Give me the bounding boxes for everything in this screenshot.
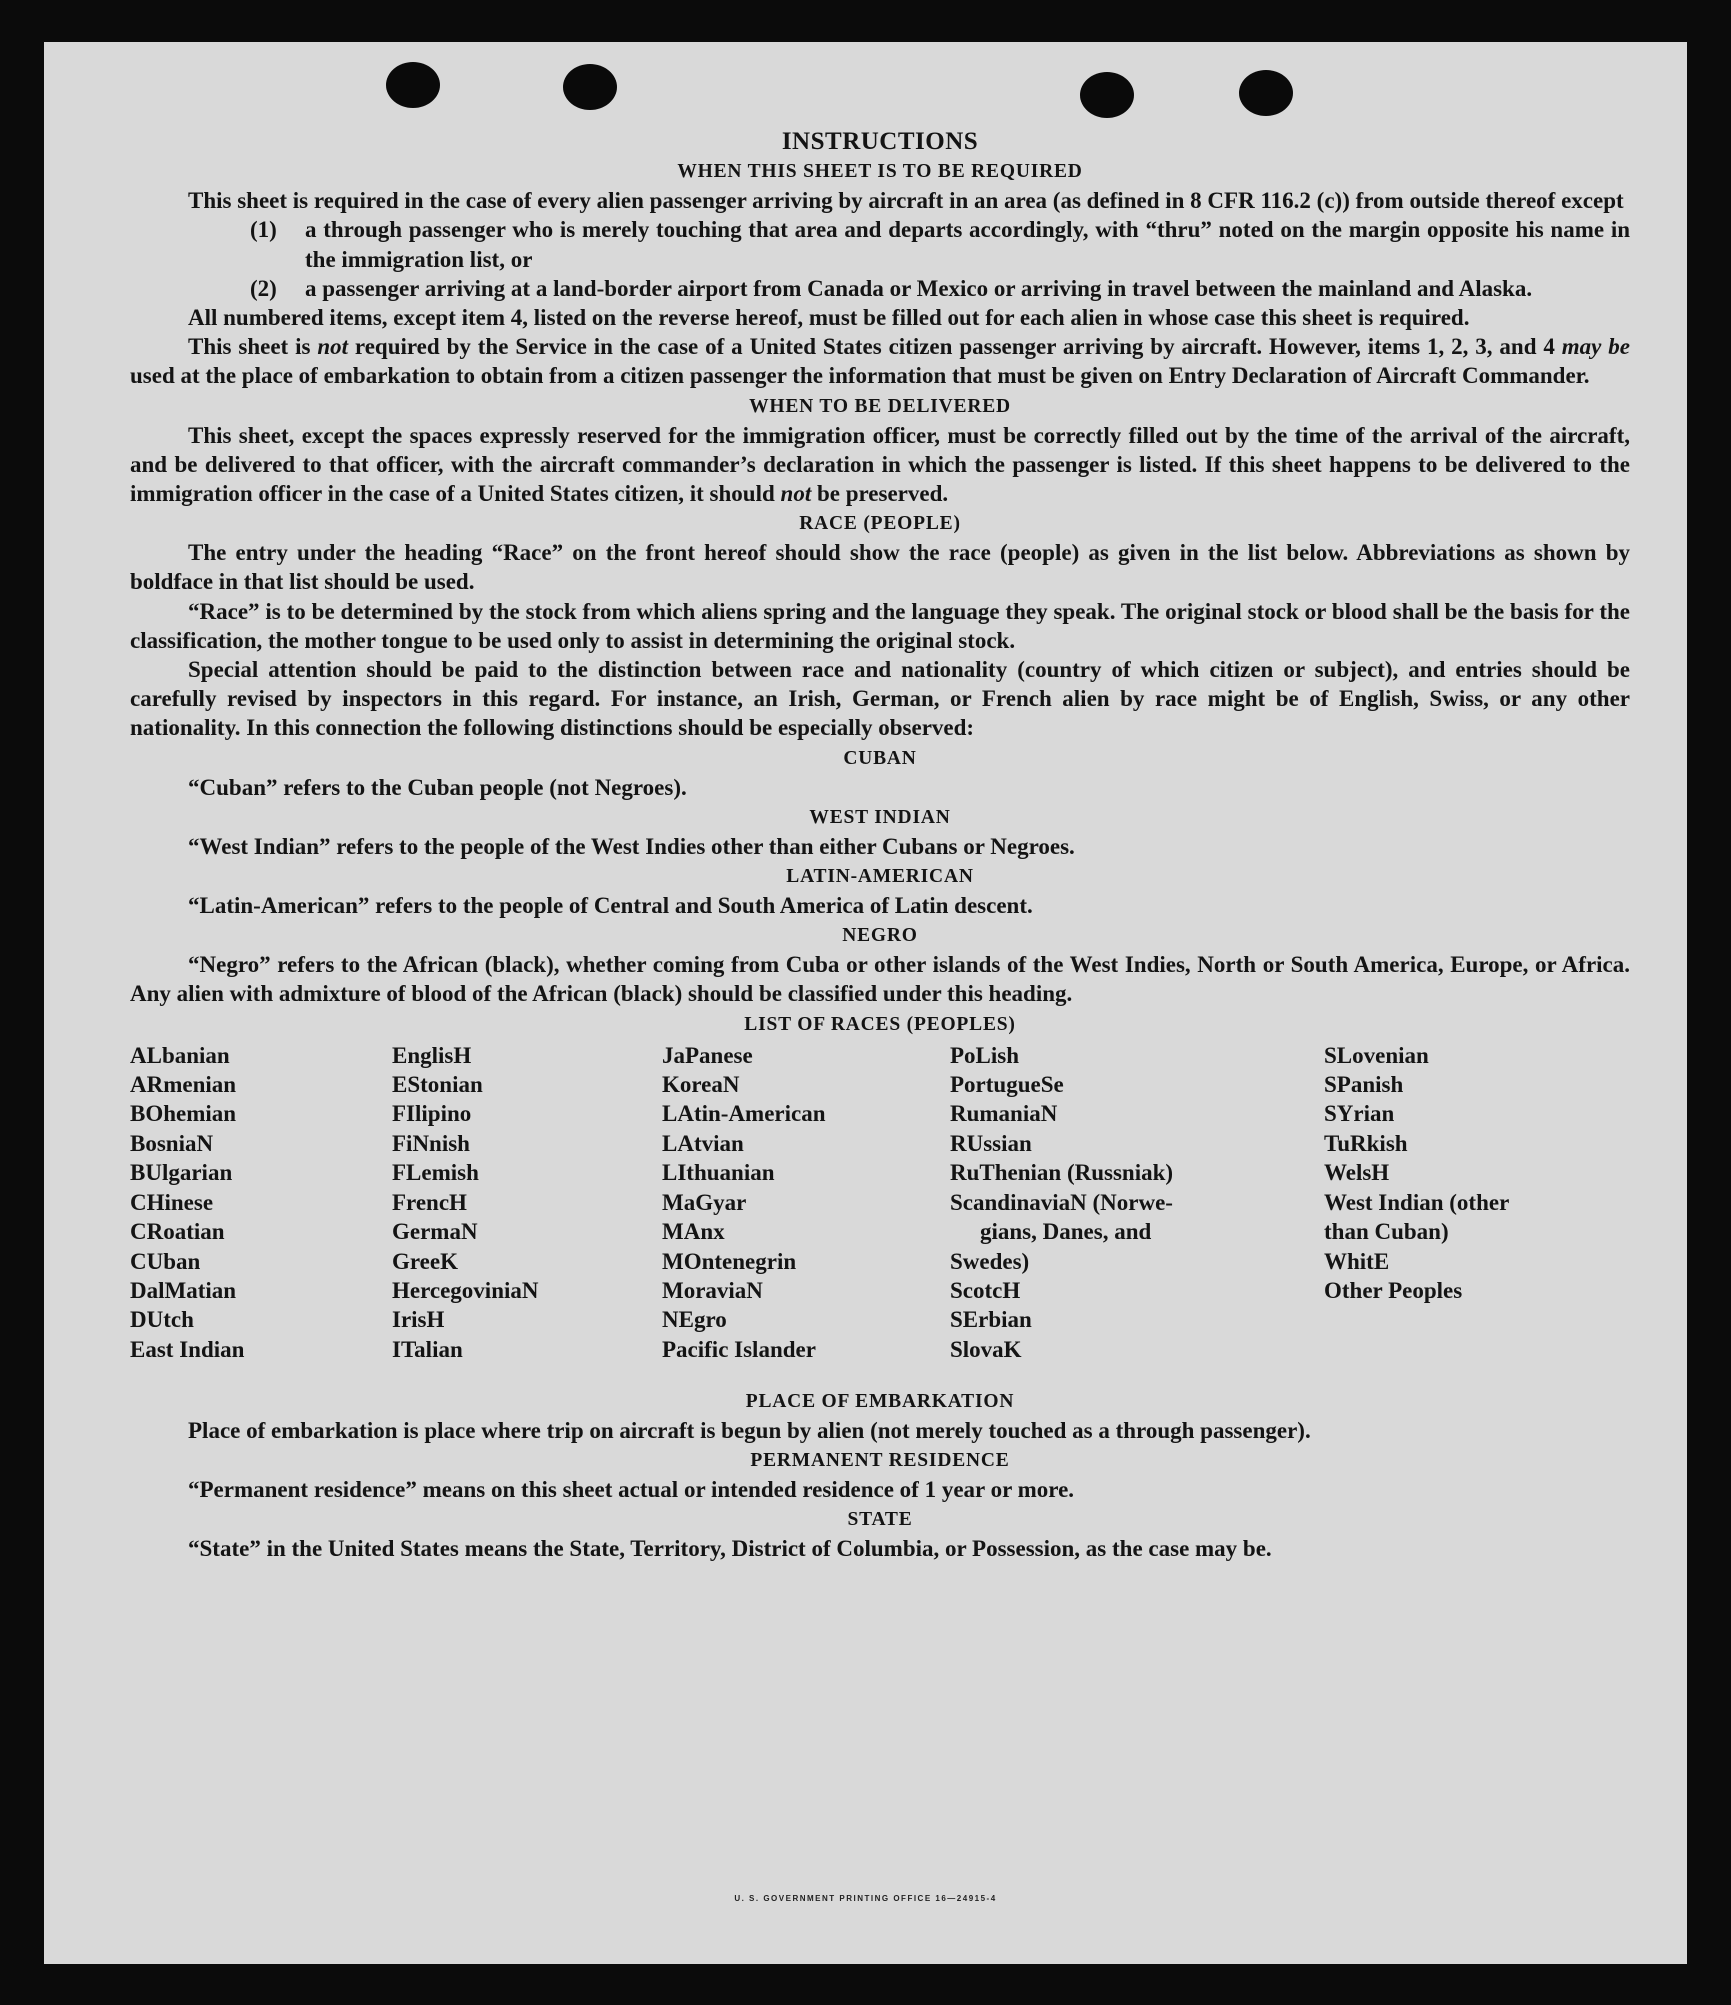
race-entry: ITalian: [392, 1336, 463, 1362]
races-column: [662, 1041, 826, 1364]
race-entry: DUtch: [130, 1307, 194, 1333]
emphasis-text: not: [317, 334, 349, 360]
race-entry: ScotcH: [950, 1277, 1021, 1303]
races-list: [130, 1041, 1630, 1386]
race-entry: BUlgarian: [130, 1160, 233, 1186]
race-entry: BOhemian: [130, 1101, 237, 1127]
race-entry: HercegoviniaN: [392, 1277, 539, 1303]
race-entry: EnglisH: [392, 1042, 472, 1068]
paragraph: “State” in the United States means the State, Territory, District of Columbia, or Possession, as the case may be.: [188, 1536, 1272, 1562]
race-entry: RumaniaN: [950, 1101, 1058, 1127]
section-heading: LATIN-AMERICAN: [786, 866, 974, 888]
item-text: a passenger arriving at a land-border airport from Canada or Mexico or arriving in travel between the mainland and Alaska.: [305, 275, 1533, 301]
race-entry: FLemish: [392, 1160, 479, 1186]
race-entry: RUssian: [950, 1130, 1032, 1156]
race-entry: DalMatian: [130, 1277, 237, 1303]
race-entry: NEgro: [662, 1307, 727, 1333]
race-entry: SLovenian: [1324, 1042, 1429, 1068]
text-run: This sheet, except the spaces expressly reserved for the immigration officer, must be correctly filled out by the time of the arrival of the aircraft, and be delivered to that officer, with the aircraft commander’s declaration in which the passenger is listed. If this sheet happens to be delivered to the immigration officer in the case of a United States citizen, it should: [130, 422, 1630, 507]
instructions-content: [130, 117, 1630, 1563]
paragraph: “Negro” refers to the African (black), whether coming from Cuba or other islands of the West Indies, North or South America, Europe, or Africa. Any alien with admixture of blood of the African (black) should be classified under this heading.: [130, 952, 1630, 1007]
race-entry: GreeK: [392, 1248, 458, 1274]
race-entry: JaPanese: [662, 1042, 753, 1068]
race-entry: East Indian: [130, 1336, 245, 1362]
paragraph: The entry under the heading “Race” on the front hereof should show the race (people) as given in the list below. Abbreviations as shown by boldface in that list should be used.: [130, 540, 1630, 595]
race-entry: WhitE: [1324, 1248, 1390, 1274]
section-heading: RACE (PEOPLE): [799, 513, 961, 535]
race-entry: GermaN: [392, 1219, 478, 1245]
paragraph: Place of embarkation is place where trip on aircraft is begun by alien (not merely touched as a through passenger).: [188, 1417, 1311, 1443]
race-entry: than Cuban): [1324, 1219, 1449, 1245]
item-number: (1): [250, 217, 277, 243]
race-entry: ALbanian: [130, 1042, 230, 1068]
paragraph: [130, 421, 1630, 509]
race-entry: MOntenegrin: [662, 1248, 797, 1274]
race-entry: PoLish: [950, 1042, 1020, 1068]
races-column: [130, 1041, 244, 1364]
punch-hole: [1239, 70, 1293, 116]
race-entry: SErbian: [950, 1307, 1032, 1333]
list-item: [250, 274, 1630, 303]
race-entry: MaGyar: [662, 1189, 747, 1215]
text-run: be preserved.: [811, 481, 949, 507]
text-run: This sheet is: [188, 334, 318, 360]
race-entry: LIthuanian: [662, 1160, 775, 1186]
race-entry: LAtvian: [662, 1130, 744, 1156]
races-column: [392, 1041, 539, 1364]
item-text: a through passenger who is merely touching that area and departs accordingly, with “thru” noted on the margin opposite his name in the immigration list, or: [305, 217, 1630, 272]
list-item: [250, 215, 1630, 273]
race-entry: FIlipino: [392, 1101, 472, 1127]
paragraph: Special attention should be paid to the distinction between race and nationality (country of which citizen or subject), and entries should be carefully revised by inspectors in this regard. For instance, an Irish, German, or French alien by race might be of English, Swiss, or any other nationality. In this connection the following distinctions should be especially observed:: [130, 657, 1630, 741]
text-run: used at the place of embarkation to obtain from a citizen passenger the information that must be given on Entry Declaration of Aircraft Commander.: [130, 363, 1590, 389]
race-entry: EStonian: [392, 1072, 483, 1098]
section-heading: PLACE OF EMBARKATION: [745, 1390, 1015, 1412]
section-heading: NEGRO: [842, 925, 918, 947]
page-title: INSTRUCTIONS: [781, 128, 979, 155]
race-entry: MoraviaN: [662, 1277, 763, 1303]
paragraph: “Cuban” refers to the Cuban people (not Negroes).: [188, 774, 687, 800]
emphasis-text: may be: [1561, 334, 1630, 360]
section-heading: CUBAN: [843, 747, 917, 769]
race-entry: SYrian: [1324, 1101, 1395, 1127]
emphasis-text: not: [780, 481, 812, 507]
race-entry: TuRkish: [1324, 1130, 1408, 1156]
section-heading: STATE: [847, 1509, 913, 1531]
race-entry: FrencH: [392, 1189, 467, 1215]
race-entry: West Indian (other: [1324, 1189, 1510, 1215]
punch-hole: [386, 62, 440, 108]
races-column: [950, 1041, 1173, 1364]
race-entry: Swedes): [950, 1248, 1030, 1274]
paragraph: [130, 332, 1630, 390]
race-entry: FiNnish: [392, 1130, 470, 1156]
race-entry: BosniaN: [130, 1130, 214, 1156]
paragraph: “Latin-American” refers to the people of Central and South America of Latin descent.: [188, 893, 1033, 919]
race-entry: Other Peoples: [1324, 1277, 1463, 1303]
race-entry: SlovaK: [950, 1336, 1022, 1362]
paragraph: “Race” is to be determined by the stock from which aliens spring and the language they speak. The original stock or blood shall be the basis for the classification, the mother tongue to be used only to assist in determining the original stock.: [130, 598, 1630, 653]
section-heading: WEST INDIAN: [809, 806, 951, 828]
race-entry: IrisH: [392, 1307, 445, 1333]
race-entry: gians, Danes, and: [980, 1219, 1152, 1245]
race-entry: Pacific Islander: [662, 1336, 816, 1362]
race-entry: CHinese: [130, 1189, 214, 1215]
race-entry: ARmenian: [130, 1072, 237, 1098]
race-entry: MAnx: [662, 1219, 725, 1245]
race-entry: CUban: [130, 1248, 201, 1274]
punch-hole: [563, 64, 617, 110]
race-entry: RuThenian (Russniak): [950, 1160, 1174, 1186]
section-heading: PERMANENT RESIDENCE: [750, 1449, 1010, 1471]
section-heading: WHEN TO BE DELIVERED: [749, 395, 1011, 417]
document-sheet: [44, 42, 1687, 1964]
item-number: (2): [250, 275, 277, 301]
text-run: required by the Service in the case of a United States citizen passenger arriving by aircraft. However, items 1, 2, 3, and 4: [348, 334, 1562, 360]
race-entry: LAtin-American: [662, 1101, 826, 1127]
race-entry: PortugueSe: [950, 1072, 1064, 1098]
punch-hole: [1080, 72, 1134, 118]
race-entry: CRoatian: [130, 1219, 225, 1245]
race-entry: WelsH: [1324, 1160, 1390, 1186]
race-entry: SPanish: [1324, 1072, 1404, 1098]
printing-office-footer: U. S. GOVERNMENT PRINTING OFFICE 16—24915-4: [734, 1894, 997, 1903]
race-entry: KoreaN: [662, 1072, 740, 1098]
race-entry: ScandinaviaN (Norwe-: [950, 1189, 1173, 1215]
paragraph: All numbered items, except item 4, listed on the reverse hereof, must be filled out for each alien in whose case this sheet is required.: [188, 305, 1470, 331]
paragraph: “West Indian” refers to the people of the West Indies other than either Cubans or Negroes.: [188, 833, 1075, 859]
paragraph: This sheet is required in the case of every alien passenger arriving by aircraft in an area (as defined in 8 CFR 116.2 (c)) from outside thereof except: [188, 188, 1624, 214]
section-heading: WHEN THIS SHEET IS TO BE REQUIRED: [677, 161, 1083, 183]
section-heading: LIST OF RACES (PEOPLES): [744, 1013, 1016, 1035]
paragraph: “Permanent residence” means on this sheet actual or intended residence of 1 year or more.: [188, 1476, 1075, 1502]
races-column: [1324, 1041, 1509, 1306]
